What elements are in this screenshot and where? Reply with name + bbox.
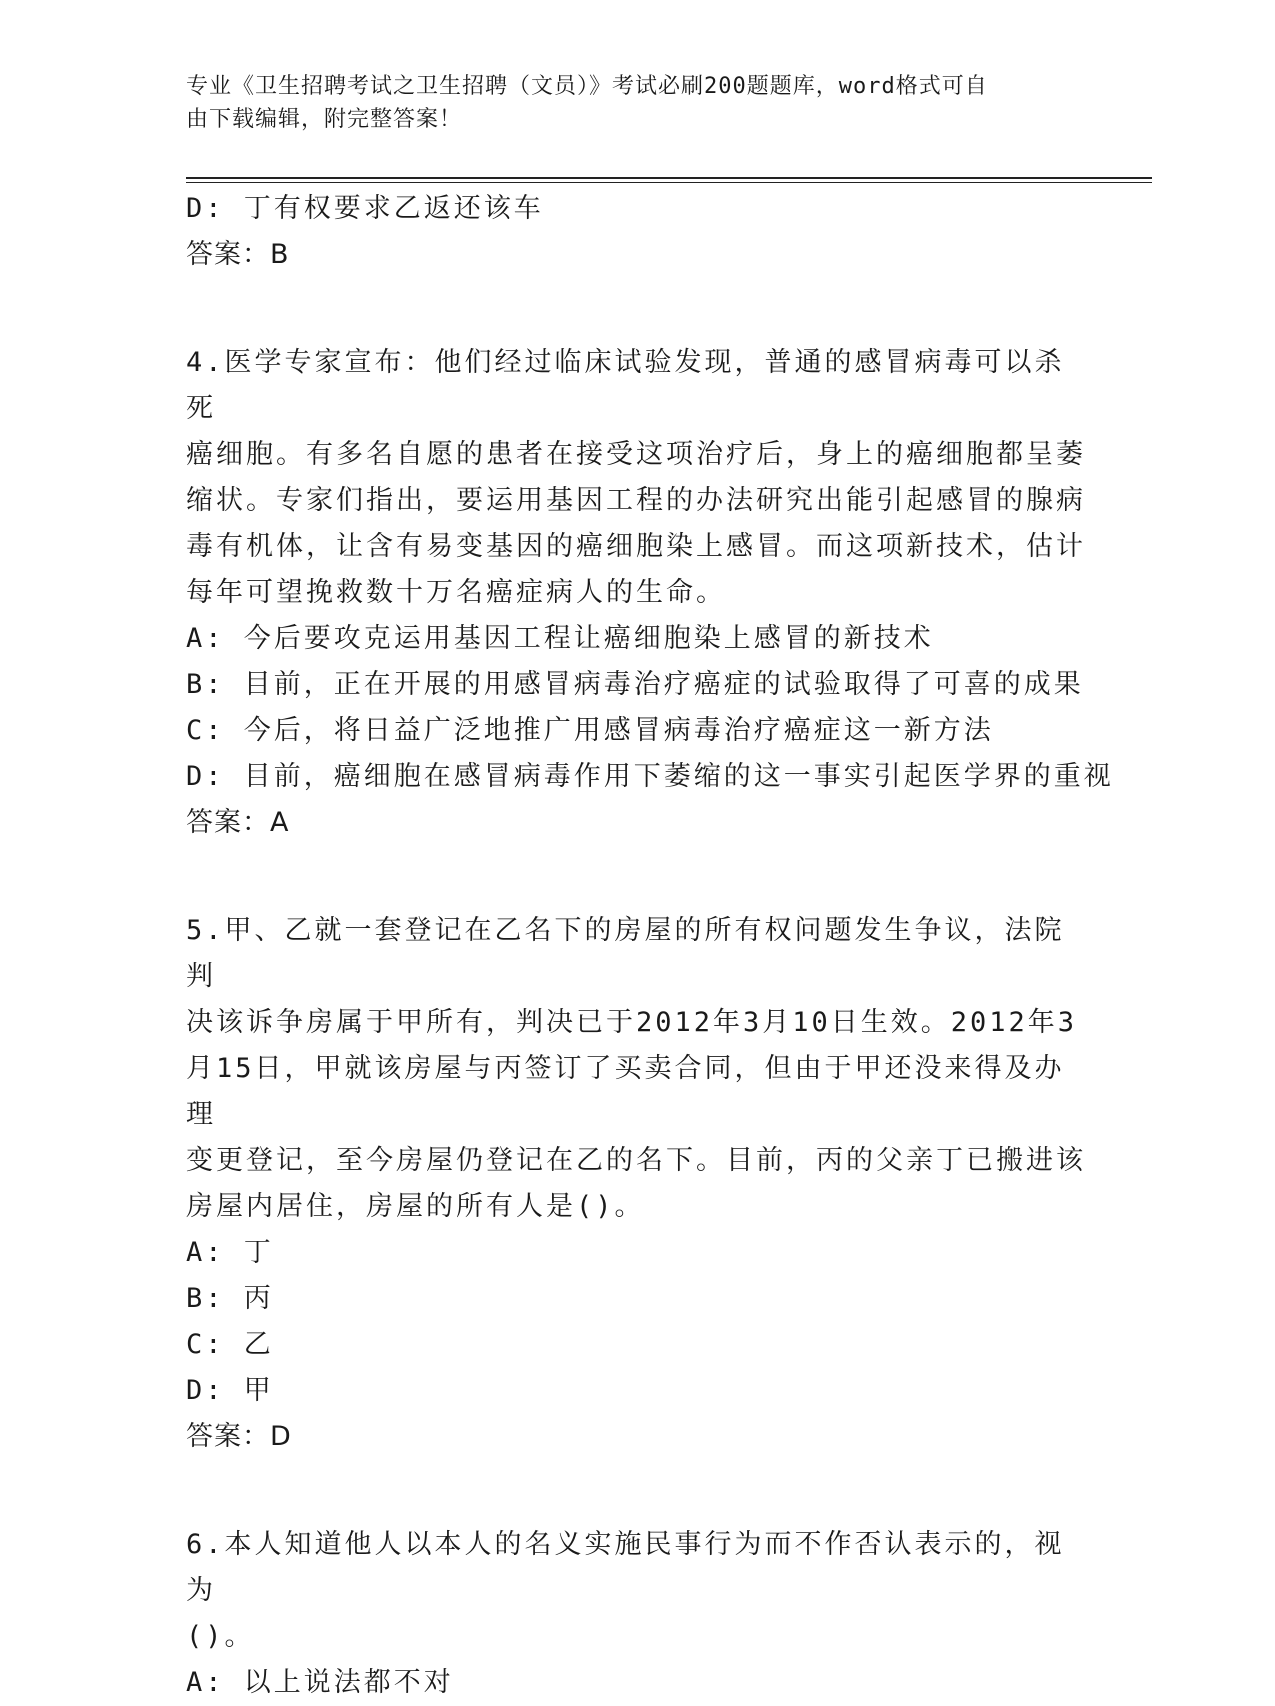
question-stem-line: 房屋内居住，房屋的所有人是()。 [186,1191,645,1222]
header-line-1: 专业《卫生招聘考试之卫生招聘（文员）》考试必刷200题题库，word格式可自 [186,74,988,99]
answer-line: 答案：B [186,239,290,270]
question-content [186,186,1114,1706]
option-d: D: 目前，癌细胞在感冒病毒作用下萎缩的这一事实引起医学界的重视 [186,761,1114,792]
question-stem-line: 缩状。专家们指出，要运用基因工程的办法研究出能引起感冒的腺病 [186,485,1086,516]
option-c: C: 今后，将日益广泛地推广用感冒病毒治疗癌症这一新方法 [186,715,994,746]
question-stem-line: 6.本人知道他人以本人的名义实施民事行为而不作否认表示的，视为 [186,1529,1065,1606]
question-stem-line: 5.甲、乙就一套登记在乙名下的房屋的所有权问题发生争议，法院判 [186,915,1065,992]
page-header [186,70,1066,136]
question-5 [186,908,1086,1460]
spacer [186,278,1086,340]
header-rule-thick [186,177,1152,179]
option-a: A: 以上说法都不对 [186,1667,454,1698]
option-a: A: 丁 [186,1237,274,1268]
question-6 [186,1522,1086,1706]
question-stem-line: ()。 [186,1621,255,1652]
option-d: D: 甲 [186,1375,274,1406]
spacer [186,1460,1086,1522]
question-stem-line: 毒有机体，让含有易变基因的癌细胞染上感冒。而这项新技术，估计 [186,531,1086,562]
spacer [186,846,1086,908]
option-a: A: 今后要攻克运用基因工程让癌细胞染上感冒的新技术 [186,623,934,654]
header-rule-thin [186,182,1152,183]
header-line-2: 由下载编辑，附完整答案！ [186,107,463,132]
question-stem-line: 变更登记，至今房屋仍登记在乙的名下。目前，丙的父亲丁已搬进该 [186,1145,1086,1176]
option-b: B: 丙 [186,1283,274,1314]
option-c: C: 乙 [186,1329,274,1360]
question-stem-line: 4.医学专家宣布：他们经过临床试验发现，普通的感冒病毒可以杀死 [186,347,1065,424]
option-d: D: 丁有权要求乙返还该车 [186,193,544,224]
question-stem-line: 月15日，甲就该房屋与丙签订了买卖合同，但由于甲还没来得及办理 [186,1053,1065,1130]
answer-line: 答案：D [186,1421,292,1452]
question-stem-line: 决该诉争房属于甲所有，判决已于2012年3月10日生效。2012年3 [186,1007,1078,1038]
answer-line: 答案：A [186,807,290,838]
question-stem-line: 每年可望挽救数十万名癌症病人的生命。 [186,577,726,608]
option-b: B: 目前，正在开展的用感冒病毒治疗癌症的试验取得了可喜的成果 [186,669,1084,700]
question-stem-line: 癌细胞。有多名自愿的患者在接受这项治疗后，身上的癌细胞都呈萎 [186,439,1086,470]
question-3-tail [186,186,1086,278]
question-4 [186,340,1114,846]
